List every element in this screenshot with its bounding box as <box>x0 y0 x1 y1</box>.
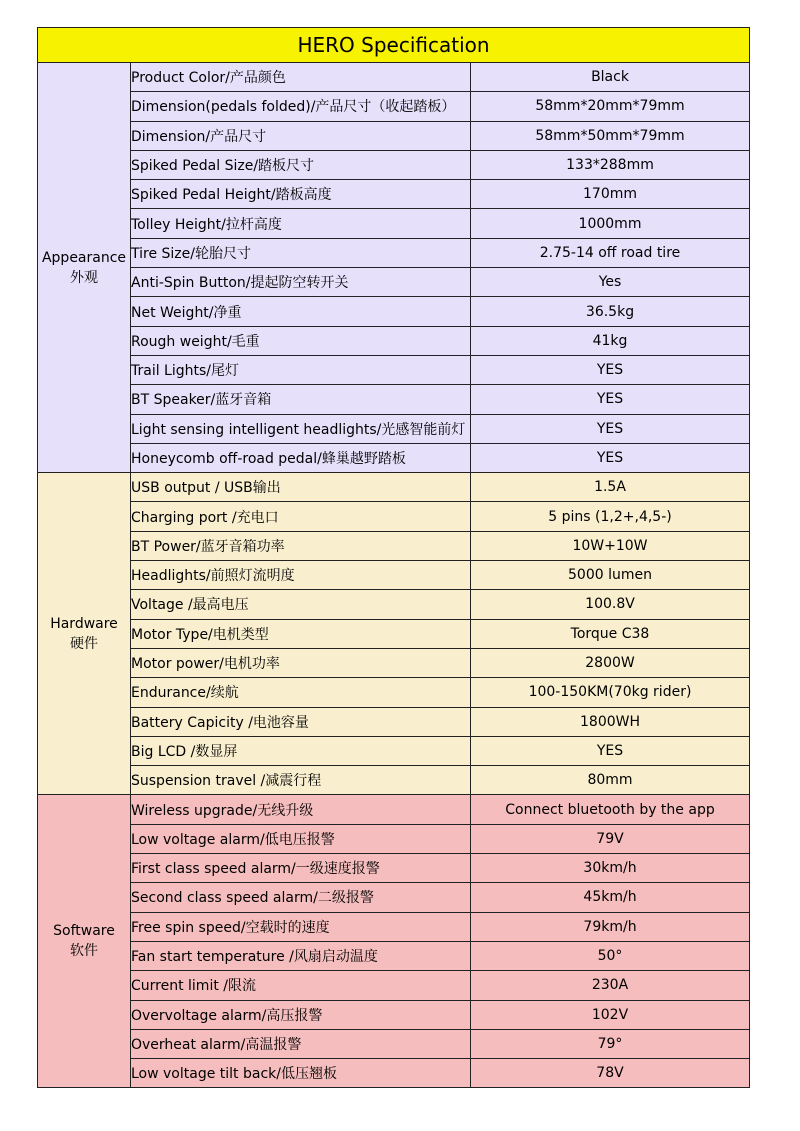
spec-label: Battery Capicity /电池容量 <box>131 707 471 736</box>
spec-row <box>38 121 750 150</box>
spec-row <box>38 63 750 92</box>
spec-row <box>38 473 750 502</box>
spec-sheet <box>37 27 749 1088</box>
spec-row <box>38 883 750 912</box>
spec-value: Black <box>471 63 750 92</box>
spec-label: Rough weight/毛重 <box>131 326 471 355</box>
spec-label: Suspension travel /减震行程 <box>131 766 471 795</box>
spec-label: Tire Size/轮胎尺寸 <box>131 238 471 267</box>
spec-label: Current limit /限流 <box>131 971 471 1000</box>
section-name-en: Appearance <box>41 249 127 266</box>
section-hardware <box>38 473 131 795</box>
title-row <box>38 28 750 63</box>
spec-label: Dimension/产品尺寸 <box>131 121 471 150</box>
spec-row <box>38 297 750 326</box>
spec-row <box>38 414 750 443</box>
spec-value: 5 pins (1,2+,4,5-) <box>471 502 750 531</box>
section-appearance <box>38 63 131 473</box>
spec-row <box>38 854 750 883</box>
spec-value: 10W+10W <box>471 531 750 560</box>
spec-value: 41kg <box>471 326 750 355</box>
spec-label: Motor Type/电机类型 <box>131 619 471 648</box>
spec-row <box>38 150 750 179</box>
spec-row <box>38 912 750 941</box>
spec-value: 50° <box>471 941 750 970</box>
spec-row <box>38 355 750 384</box>
spec-value: Connect bluetooth by the app <box>471 795 750 824</box>
spec-value: 5000 lumen <box>471 561 750 590</box>
spec-value: 2800W <box>471 648 750 677</box>
section-software <box>38 795 131 1088</box>
spec-label: Endurance/续航 <box>131 678 471 707</box>
spec-label: BT Speaker/蓝牙音箱 <box>131 385 471 414</box>
spec-value: 36.5kg <box>471 297 750 326</box>
section-name-en: Hardware <box>50 615 118 632</box>
spec-value: 1.5A <box>471 473 750 502</box>
spec-label: Headlights/前照灯流明度 <box>131 561 471 590</box>
spec-value: 80mm <box>471 766 750 795</box>
spec-row <box>38 707 750 736</box>
spec-value: 100-150KM(70kg rider) <box>471 678 750 707</box>
spec-value: Yes <box>471 268 750 297</box>
spec-label: Free spin speed/空载时的速度 <box>131 912 471 941</box>
spec-row <box>38 766 750 795</box>
section-name-cn: 外观 <box>70 269 98 286</box>
spec-row <box>38 238 750 267</box>
spec-label: Tolley Height/拉杆高度 <box>131 209 471 238</box>
spec-row <box>38 824 750 853</box>
spec-label: Net Weight/净重 <box>131 297 471 326</box>
spec-label: Spiked Pedal Size/踏板尺寸 <box>131 150 471 179</box>
spec-row <box>38 268 750 297</box>
spec-row <box>38 941 750 970</box>
spec-label: Trail Lights/尾灯 <box>131 355 471 384</box>
spec-value: 133*288mm <box>471 150 750 179</box>
spec-label: Product Color/产品颜色 <box>131 63 471 92</box>
spec-value: YES <box>471 736 750 765</box>
spec-label: Low voltage alarm/低电压报警 <box>131 824 471 853</box>
spec-row <box>38 619 750 648</box>
spec-label: Light sensing intelligent headlights/光感智能前灯 <box>131 414 471 443</box>
spec-row <box>38 678 750 707</box>
spec-row <box>38 180 750 209</box>
spec-value: 78V <box>471 1059 750 1088</box>
spec-value: 79° <box>471 1029 750 1058</box>
section-name-cn: 软件 <box>70 943 98 960</box>
spec-value: 79V <box>471 824 750 853</box>
spec-value: 45km/h <box>471 883 750 912</box>
spec-label: Wireless upgrade/无线升级 <box>131 795 471 824</box>
spec-value: 1800WH <box>471 707 750 736</box>
spec-row <box>38 1059 750 1088</box>
spec-row <box>38 531 750 560</box>
spec-value: 230A <box>471 971 750 1000</box>
spec-label: Spiked Pedal Height/踏板高度 <box>131 180 471 209</box>
spec-row <box>38 795 750 824</box>
spec-value: 100.8V <box>471 590 750 619</box>
spec-row <box>38 385 750 414</box>
section-name-cn: 硬件 <box>70 635 98 652</box>
spec-row <box>38 92 750 121</box>
spec-label: Motor power/电机功率 <box>131 648 471 677</box>
spec-value: 30km/h <box>471 854 750 883</box>
spec-label: Second class speed alarm/二级报警 <box>131 883 471 912</box>
spec-row <box>38 971 750 1000</box>
spec-label: Honeycomb off-road pedal/蜂巢越野踏板 <box>131 443 471 472</box>
spec-row <box>38 326 750 355</box>
spec-label: Low voltage tilt back/低压翘板 <box>131 1059 471 1088</box>
spec-label: First class speed alarm/一级速度报警 <box>131 854 471 883</box>
spec-value: YES <box>471 355 750 384</box>
spec-row <box>38 561 750 590</box>
spec-value: YES <box>471 414 750 443</box>
spec-row <box>38 1029 750 1058</box>
spec-label: Dimension(pedals folded)/产品尺寸（收起踏板） <box>131 92 471 121</box>
spec-value: 170mm <box>471 180 750 209</box>
spec-value: 58mm*50mm*79mm <box>471 121 750 150</box>
spec-table <box>37 27 750 1088</box>
spec-label: Anti-Spin Button/提起防空转开关 <box>131 268 471 297</box>
section-name-en: Software <box>53 923 115 940</box>
spec-row <box>38 736 750 765</box>
spec-row <box>38 209 750 238</box>
spec-row <box>38 590 750 619</box>
spec-row <box>38 648 750 677</box>
spec-label: BT Power/蓝牙音箱功率 <box>131 531 471 560</box>
spec-row <box>38 1000 750 1029</box>
spec-value: 102V <box>471 1000 750 1029</box>
spec-value: 58mm*20mm*79mm <box>471 92 750 121</box>
spec-value: Torque C38 <box>471 619 750 648</box>
spec-row <box>38 443 750 472</box>
spec-value: YES <box>471 385 750 414</box>
spec-label: USB output / USB输出 <box>131 473 471 502</box>
spec-value: 1000mm <box>471 209 750 238</box>
spec-value: 2.75-14 off road tire <box>471 238 750 267</box>
spec-label: Overvoltage alarm/高压报警 <box>131 1000 471 1029</box>
spec-label: Charging port /充电口 <box>131 502 471 531</box>
spec-value: YES <box>471 443 750 472</box>
spec-label: Fan start temperature /风扇启动温度 <box>131 941 471 970</box>
spec-row <box>38 502 750 531</box>
spec-label: Voltage /最高电压 <box>131 590 471 619</box>
spec-label: Big LCD /数显屏 <box>131 736 471 765</box>
page-title: HERO Specification <box>38 28 750 63</box>
spec-label: Overheat alarm/高温报警 <box>131 1029 471 1058</box>
spec-value: 79km/h <box>471 912 750 941</box>
